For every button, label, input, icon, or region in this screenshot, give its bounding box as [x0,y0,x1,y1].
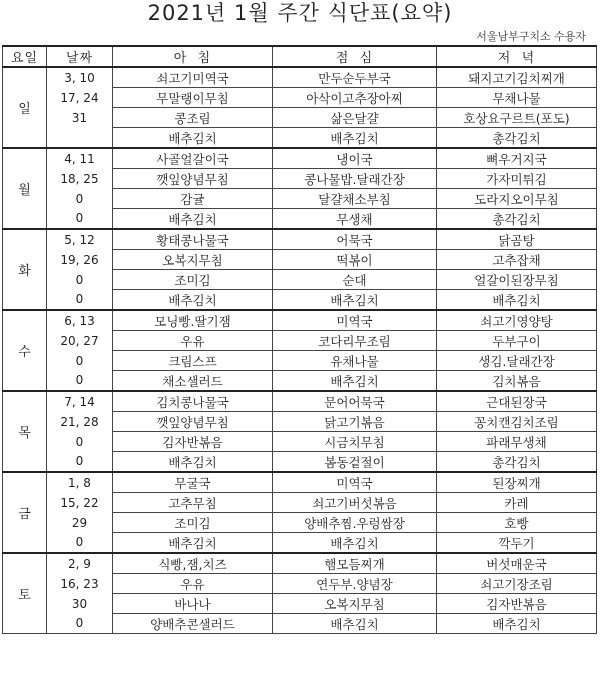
breakfast-cell: 우유 [113,574,273,594]
lunch-cell: 떡볶이 [273,250,437,270]
date-cell: 5, 12 [47,229,113,250]
dinner-cell: 호빵 [437,513,597,533]
lunch-cell: 유채나물 [273,351,437,371]
date-cell: 0 [47,371,113,392]
day-cell: 화 [3,229,47,310]
dinner-cell: 고추잡채 [437,250,597,270]
table-row [3,371,597,392]
table-row [3,472,597,493]
lunch-cell: 순대 [273,270,437,290]
table-row [3,391,597,412]
dinner-cell: 총각김치 [437,452,597,473]
breakfast-cell: 황태콩나물국 [113,229,273,250]
date-cell: 3, 10 [47,67,113,88]
day-cell: 목 [3,391,47,472]
dinner-cell: 김자반볶음 [437,594,597,614]
date-cell: 20, 27 [47,331,113,351]
table-row [3,553,597,574]
table-row [3,169,597,189]
weekly-menu-table [2,45,597,634]
dinner-cell: 무채나물 [437,88,597,108]
breakfast-cell: 김자반볶음 [113,432,273,452]
date-cell: 0 [47,270,113,290]
dinner-cell: 근대된장국 [437,391,597,412]
table-row [3,412,597,432]
lunch-cell: 쇠고기버섯볶음 [273,493,437,513]
lunch-cell: 달걀채소부침 [273,189,437,209]
breakfast-cell: 바나나 [113,594,273,614]
date-cell: 0 [47,189,113,209]
breakfast-cell: 식빵,잼,치즈 [113,553,273,574]
day-group [3,229,597,310]
table-row [3,88,597,108]
breakfast-cell: 채소샐러드 [113,371,273,392]
breakfast-cell: 배추김치 [113,452,273,473]
day-cell: 일 [3,67,47,148]
table-row [3,108,597,128]
header-dinner: 저 녁 [437,46,597,67]
breakfast-cell: 오복지무침 [113,250,273,270]
breakfast-cell: 배추김치 [113,290,273,311]
day-group [3,391,597,472]
lunch-cell: 배추김치 [273,614,437,634]
lunch-cell: 배추김치 [273,371,437,392]
breakfast-cell: 무말랭이무침 [113,88,273,108]
header-breakfast: 아 침 [113,46,273,67]
dinner-cell: 파래무생채 [437,432,597,452]
table-row [3,452,597,473]
lunch-cell: 콩나물밥.달래간장 [273,169,437,189]
lunch-cell: 문어어묵국 [273,391,437,412]
date-cell: 18, 25 [47,169,113,189]
lunch-cell: 시금치무침 [273,432,437,452]
breakfast-cell: 우유 [113,331,273,351]
day-group [3,472,597,553]
facility-label: 서울남부구치소 수용자 [476,30,586,43]
dinner-cell: 쇠고기장조림 [437,574,597,594]
table-row [3,513,597,533]
dinner-cell: 돼지고기김치찌개 [437,67,597,88]
dinner-cell: 배추김치 [437,290,597,311]
header-date: 날짜 [47,46,113,67]
date-cell: 15, 22 [47,493,113,513]
table-row [3,209,597,230]
lunch-cell: 삶은달걀 [273,108,437,128]
date-cell: 0 [47,351,113,371]
breakfast-cell: 배추김치 [113,128,273,149]
lunch-cell: 양배추찜.우렁쌈장 [273,513,437,533]
table-row [3,148,597,169]
dinner-cell: 버섯매운국 [437,553,597,574]
breakfast-cell: 모닝빵.딸기잼 [113,310,273,331]
page-title: 2021년 1월 주간 식단표(요약) [147,1,453,25]
breakfast-cell: 고추무침 [113,493,273,513]
header-lunch: 점 심 [273,46,437,67]
day-cell: 수 [3,310,47,391]
dinner-cell: 도라지오이무침 [437,189,597,209]
day-cell: 토 [3,553,47,634]
day-cell: 금 [3,472,47,553]
table-row [3,594,597,614]
lunch-cell: 아삭이고추장아찌 [273,88,437,108]
table-row [3,67,597,88]
table-row [3,432,597,452]
lunch-cell: 닭고기볶음 [273,412,437,432]
date-cell: 0 [47,209,113,230]
day-cell: 월 [3,148,47,229]
table-row [3,574,597,594]
dinner-cell: 깍두기 [437,533,597,554]
date-cell [47,128,113,149]
table-row [3,128,597,149]
table-row [3,250,597,270]
breakfast-cell: 감귤 [113,189,273,209]
dinner-cell: 쇠고기영양탕 [437,310,597,331]
date-cell: 16, 23 [47,574,113,594]
date-cell: 17, 24 [47,88,113,108]
lunch-cell: 코다리무조림 [273,331,437,351]
breakfast-cell: 무굴국 [113,472,273,493]
lunch-cell: 오복지무침 [273,594,437,614]
lunch-cell: 봄동겉절이 [273,452,437,473]
breakfast-cell: 깻잎양념무침 [113,169,273,189]
date-cell: 1, 8 [47,472,113,493]
table-row [3,229,597,250]
table-row [3,290,597,311]
table-row [3,270,597,290]
day-group [3,310,597,391]
date-cell: 31 [47,108,113,128]
table-row [3,351,597,371]
date-cell: 21, 28 [47,412,113,432]
breakfast-cell: 크림스프 [113,351,273,371]
dinner-cell: 가자미튀김 [437,169,597,189]
table-row [3,189,597,209]
breakfast-cell: 배추김치 [113,533,273,554]
header-day: 요일 [3,46,47,67]
header-row [3,46,597,67]
lunch-cell: 배추김치 [273,128,437,149]
date-cell: 0 [47,614,113,634]
date-cell: 30 [47,594,113,614]
breakfast-cell: 쇠고기미역국 [113,67,273,88]
dinner-cell: 얼갈이된장무침 [437,270,597,290]
date-cell: 0 [47,290,113,311]
day-group [3,148,597,229]
date-cell: 2, 9 [47,553,113,574]
breakfast-cell: 양배추콘샐러드 [113,614,273,634]
dinner-cell: 총각김치 [437,128,597,149]
breakfast-cell: 조미김 [113,513,273,533]
lunch-cell: 배추김치 [273,290,437,311]
table-row [3,493,597,513]
table-row [3,310,597,331]
lunch-cell: 미역국 [273,472,437,493]
lunch-cell: 어묵국 [273,229,437,250]
dinner-cell: 카레 [437,493,597,513]
lunch-cell: 배추김치 [273,533,437,554]
breakfast-cell: 사골얼갈이국 [113,148,273,169]
date-cell: 6, 13 [47,310,113,331]
date-cell: 7, 14 [47,391,113,412]
dinner-cell: 총각김치 [437,209,597,230]
breakfast-cell: 콩조림 [113,108,273,128]
lunch-cell: 무생채 [273,209,437,230]
date-cell: 4, 11 [47,148,113,169]
date-cell: 0 [47,533,113,554]
date-cell: 19, 26 [47,250,113,270]
table-row [3,614,597,634]
lunch-cell: 만두순두부국 [273,67,437,88]
breakfast-cell: 깻잎양념무침 [113,412,273,432]
date-cell: 29 [47,513,113,533]
day-group [3,67,597,148]
dinner-cell: 호상요구르트(포도) [437,108,597,128]
dinner-cell: 배추김치 [437,614,597,634]
dinner-cell: 뼈우거지국 [437,148,597,169]
lunch-cell: 연두부.양념장 [273,574,437,594]
breakfast-cell: 배추김치 [113,209,273,230]
breakfast-cell: 김치콩나물국 [113,391,273,412]
breakfast-cell: 조미김 [113,270,273,290]
dinner-cell: 된장찌개 [437,472,597,493]
table-row [3,331,597,351]
lunch-cell: 냉이국 [273,148,437,169]
date-cell: 0 [47,432,113,452]
dinner-cell: 생김.달래간장 [437,351,597,371]
dinner-cell: 김치볶음 [437,371,597,392]
dinner-cell: 두부구이 [437,331,597,351]
lunch-cell: 미역국 [273,310,437,331]
date-cell: 0 [47,452,113,473]
dinner-cell: 닭곰탕 [437,229,597,250]
dinner-cell: 꽁치캔김치조림 [437,412,597,432]
table-row [3,533,597,554]
lunch-cell: 햄모듬찌개 [273,553,437,574]
day-group [3,553,597,634]
